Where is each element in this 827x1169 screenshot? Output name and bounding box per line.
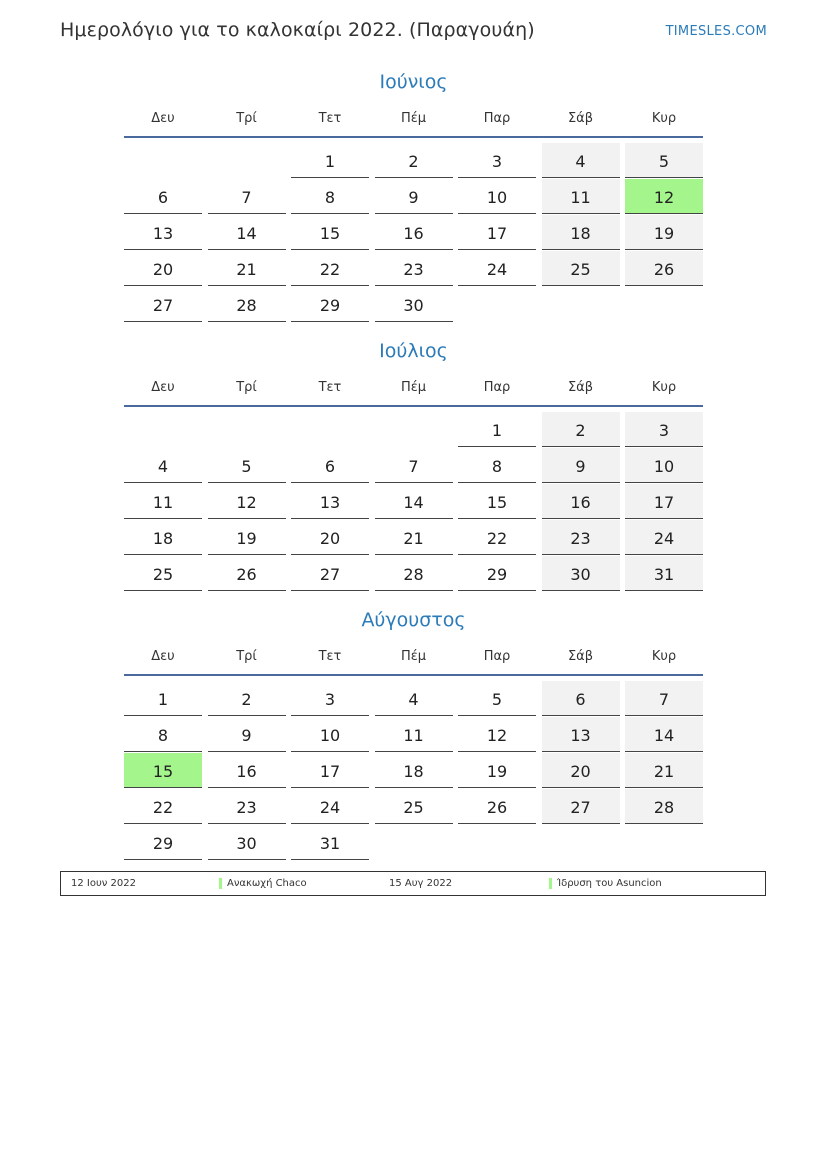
weekday-label: Κυρ: [651, 648, 677, 664]
day-cell: 21: [208, 251, 286, 286]
day-cell: 8: [124, 717, 202, 752]
day-cell: 2: [208, 681, 286, 716]
day-cell: 14: [208, 215, 286, 250]
weekday-label: Πέμ: [400, 110, 427, 126]
weekday-label: Παρ: [483, 110, 511, 126]
month-block: [124, 68, 703, 323]
weekday-label: Τρί: [236, 648, 257, 664]
day-cell: 15: [291, 215, 369, 250]
day-cell: 23: [375, 251, 453, 286]
day-cell: 29: [291, 287, 369, 322]
day-cell: 18: [375, 753, 453, 788]
day-cell: 24: [291, 789, 369, 824]
day-cell: 12: [208, 484, 286, 519]
weekend-day-cell: 19: [625, 215, 703, 250]
day-cell: 9: [208, 717, 286, 752]
day-cell: 25: [375, 789, 453, 824]
weekend-day-cell: 10: [625, 448, 703, 483]
weekend-day-cell: 7: [625, 681, 703, 716]
weekend-day-cell: 27: [542, 789, 620, 824]
holiday-day-cell: 15: [124, 753, 202, 788]
empty-cell: [375, 412, 453, 447]
day-cell: 28: [208, 287, 286, 322]
day-cell: 11: [375, 717, 453, 752]
weekend-day-cell: 31: [625, 556, 703, 591]
weekend-day-cell: 30: [542, 556, 620, 591]
day-cell: 27: [291, 556, 369, 591]
day-cell: 7: [208, 179, 286, 214]
weekday-label: Τετ: [318, 648, 342, 664]
empty-cell: [208, 412, 286, 447]
day-cell: 17: [458, 215, 536, 250]
day-cell: 10: [291, 717, 369, 752]
weekday-label: Σάβ: [567, 110, 594, 126]
day-cell: 21: [375, 520, 453, 555]
month-name: Αύγουστος: [361, 609, 466, 631]
day-grid: [124, 412, 703, 592]
legend-date: 12 Ιουν 2022: [71, 878, 136, 889]
weekday-label: Κυρ: [651, 379, 677, 395]
header-rule: [124, 405, 703, 407]
weekend-day-cell: 21: [625, 753, 703, 788]
weekend-day-cell: 9: [542, 448, 620, 483]
day-cell: 31: [291, 825, 369, 860]
site-link[interactable]: TIMESLES.COM: [665, 24, 767, 39]
empty-cell: [124, 412, 202, 447]
day-cell: 26: [208, 556, 286, 591]
weekend-day-cell: 20: [542, 753, 620, 788]
day-cell: 22: [124, 789, 202, 824]
day-cell: 8: [458, 448, 536, 483]
day-cell: 16: [375, 215, 453, 250]
weekend-day-cell: 6: [542, 681, 620, 716]
weekday-label: Δευ: [151, 379, 175, 395]
day-cell: 16: [208, 753, 286, 788]
day-cell: 4: [124, 448, 202, 483]
weekday-label: Τρί: [236, 110, 257, 126]
header-rule: [124, 674, 703, 676]
day-cell: 22: [291, 251, 369, 286]
day-cell: 13: [291, 484, 369, 519]
weekday-label: Πέμ: [400, 379, 427, 395]
weekday-label: Κυρ: [651, 110, 677, 126]
weekend-day-cell: 11: [542, 179, 620, 214]
weekday-label: Παρ: [483, 379, 511, 395]
weekend-day-cell: 18: [542, 215, 620, 250]
holiday-day-cell: 12: [625, 179, 703, 214]
month-block: [124, 606, 703, 861]
weekend-day-cell: 2: [542, 412, 620, 447]
day-cell: 1: [291, 143, 369, 178]
weekend-day-cell: 25: [542, 251, 620, 286]
empty-cell: [124, 143, 202, 178]
day-cell: 23: [208, 789, 286, 824]
day-cell: 9: [375, 179, 453, 214]
day-cell: 26: [458, 789, 536, 824]
day-cell: 11: [124, 484, 202, 519]
legend-holiday-name: Ανακωχή Chaco: [227, 878, 307, 889]
weekday-header: [124, 102, 703, 134]
day-cell: 8: [291, 179, 369, 214]
day-cell: 7: [375, 448, 453, 483]
day-cell: 2: [375, 143, 453, 178]
day-cell: 4: [375, 681, 453, 716]
day-cell: 27: [124, 287, 202, 322]
day-cell: 22: [458, 520, 536, 555]
weekday-header: [124, 371, 703, 403]
weekend-day-cell: 23: [542, 520, 620, 555]
header-rule: [124, 136, 703, 138]
page-title: Ημερολόγιο για το καλοκαίρι 2022. (Παραγουάη): [60, 19, 535, 41]
weekend-day-cell: 28: [625, 789, 703, 824]
legend-date: 15 Αυγ 2022: [389, 878, 453, 889]
day-cell: 5: [458, 681, 536, 716]
day-cell: 24: [458, 251, 536, 286]
day-cell: 3: [291, 681, 369, 716]
day-cell: 20: [291, 520, 369, 555]
weekday-label: Τρί: [236, 379, 257, 395]
day-cell: 28: [375, 556, 453, 591]
day-cell: 30: [208, 825, 286, 860]
day-cell: 18: [124, 520, 202, 555]
day-cell: 30: [375, 287, 453, 322]
weekday-label: Δευ: [151, 110, 175, 126]
day-cell: 1: [458, 412, 536, 447]
month-block: [124, 337, 703, 592]
day-cell: 12: [458, 717, 536, 752]
weekday-label: Παρ: [483, 648, 511, 664]
day-grid: [124, 681, 703, 861]
day-cell: 13: [124, 215, 202, 250]
legend-holiday-name: Ίδρυση του Asuncion: [557, 878, 662, 889]
day-cell: 29: [124, 825, 202, 860]
day-cell: 20: [124, 251, 202, 286]
weekday-label: Σάβ: [567, 379, 594, 395]
weekday-label: Σάβ: [567, 648, 594, 664]
weekend-day-cell: 13: [542, 717, 620, 752]
weekend-day-cell: 24: [625, 520, 703, 555]
legend-marker: [549, 878, 552, 889]
day-cell: 25: [124, 556, 202, 591]
weekday-label: Τετ: [318, 379, 342, 395]
legend-marker: [219, 878, 222, 889]
empty-cell: [208, 143, 286, 178]
day-cell: 5: [208, 448, 286, 483]
day-grid: [124, 143, 703, 323]
month-name: Ιούνιος: [379, 71, 448, 93]
day-cell: 6: [124, 179, 202, 214]
day-cell: 15: [458, 484, 536, 519]
empty-cell: [291, 412, 369, 447]
weekend-day-cell: 16: [542, 484, 620, 519]
day-cell: 19: [208, 520, 286, 555]
day-cell: 19: [458, 753, 536, 788]
weekday-label: Τετ: [318, 110, 342, 126]
day-cell: 1: [124, 681, 202, 716]
weekend-day-cell: 17: [625, 484, 703, 519]
month-name: Ιούλιος: [379, 340, 448, 362]
weekend-day-cell: 3: [625, 412, 703, 447]
weekend-day-cell: 5: [625, 143, 703, 178]
weekend-day-cell: 4: [542, 143, 620, 178]
day-cell: 17: [291, 753, 369, 788]
day-cell: 6: [291, 448, 369, 483]
weekday-label: Πέμ: [400, 648, 427, 664]
day-cell: 14: [375, 484, 453, 519]
weekday-header: [124, 640, 703, 672]
weekday-label: Δευ: [151, 648, 175, 664]
weekend-day-cell: 14: [625, 717, 703, 752]
day-cell: 29: [458, 556, 536, 591]
day-cell: 3: [458, 143, 536, 178]
holiday-legend: [60, 871, 766, 896]
weekend-day-cell: 26: [625, 251, 703, 286]
day-cell: 10: [458, 179, 536, 214]
